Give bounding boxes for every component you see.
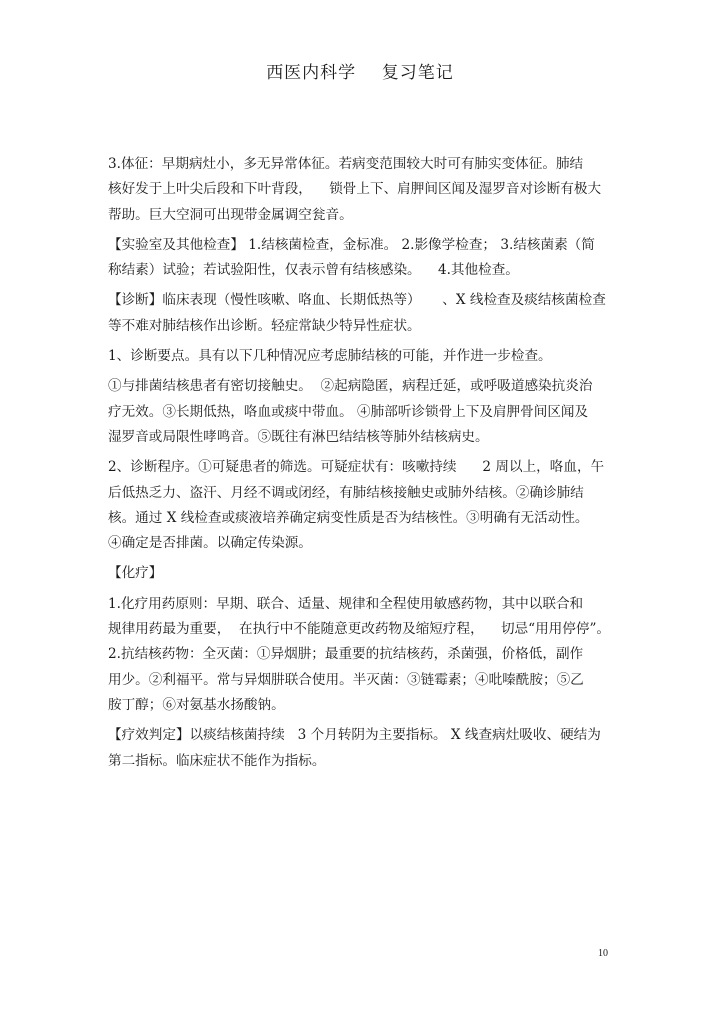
- page-title: 西医内科学 复习笔记: [266, 63, 454, 83]
- text-line: 湿罗音或局限性哮鸣音。⑤既往有淋巴结结核等肺外结核病史。: [108, 428, 489, 445]
- text-line: 疗无效。③长期低热，咯血或痰中带血。 ④肺部听诊锁骨上下及肩胛骨间区闻及: [108, 403, 589, 420]
- text-line: 后低热乏力、盗汗、月经不调或闭经，有肺结核接触史或肺外结核。②确诊肺结: [108, 484, 584, 501]
- section-heading-chemotherapy: 【化疗】: [108, 565, 163, 582]
- text-line: 2、诊断程序。①可疑患者的筛选。可疑症状有：咳嗽持续 2 周以上，咯血，午: [108, 459, 605, 476]
- text-line: 核好发于上叶尖后段和下叶背段， 锁骨上下、肩胛间区闻及湿罗音对诊断有极大: [108, 181, 602, 198]
- text-line: 1.化疗用药原则：早期、联合、适量、规律和全程使用敏感药物，其中以联合和: [108, 595, 584, 612]
- text-line: ①与排菌结核患者有密切接触史。 ②起病隐匿，病程迁延，或呼吸道感染抗炎治: [108, 378, 593, 395]
- text-line: 称结素）试验；若试验阳性，仅表示曾有结核感染。 4.其他检查。: [108, 262, 519, 279]
- text-line: 1、诊断要点。具有以下几种情况应考虑肺结核的可能，并作进一步检查。: [108, 348, 552, 365]
- text-line: 3.体征：早期病灶小，多无异常体征。若病变范围较大时可有肺实变体征。肺结: [108, 156, 584, 172]
- text-line: 等不难对肺结核作出诊断。轻症常缺少特异性症状。: [108, 317, 421, 334]
- text-line: 2.抗结核药物：全灭菌：①异烟肼；最重要的抗结核药，杀菌强，价格低，副作: [108, 646, 584, 663]
- section-heading-efficacy: 【疗效判定】以痰结核菌持续 3 个月转阴为主要指标。 X 线查病灶吸收、硬结为: [108, 727, 601, 744]
- text-line: 核。通过 X 线检查或痰液培养确定病变性质是否为结核性。③明确有无活动性。: [108, 509, 589, 526]
- page-number: 10: [598, 948, 608, 959]
- text-line: 规律用药最为重要， 在执行中不能随意更改药物及缩短疗程， 切忌“用用停停”。: [108, 621, 611, 638]
- text-line: ④确定是否排菌。以确定传染源。: [108, 535, 312, 552]
- text-line: 帮助。巨大空洞可出现带金属调空瓮音。: [108, 206, 353, 223]
- text-line: 用少。②利福平。常与异烟肼联合使用。半灭菌：③链霉素；④吡嗪酰胺；⑤乙: [108, 671, 584, 688]
- document-body: [108, 152, 628, 774]
- section-heading-lab-tests: 【实验室及其他检查】 1.结核菌检查，金标准。 2.影像学检查； 3.结核菌素（简: [108, 236, 595, 253]
- text-line: 胺丁醇；⑥对氨基水扬酸钠。: [108, 696, 285, 713]
- section-heading-diagnosis: 【诊断】临床表现（慢性咳嗽、咯血、长期低热等） 、X 线检查及痰结核菌检查: [108, 292, 606, 309]
- text-line: 第二指标。临床症状不能作为指标。: [108, 752, 326, 769]
